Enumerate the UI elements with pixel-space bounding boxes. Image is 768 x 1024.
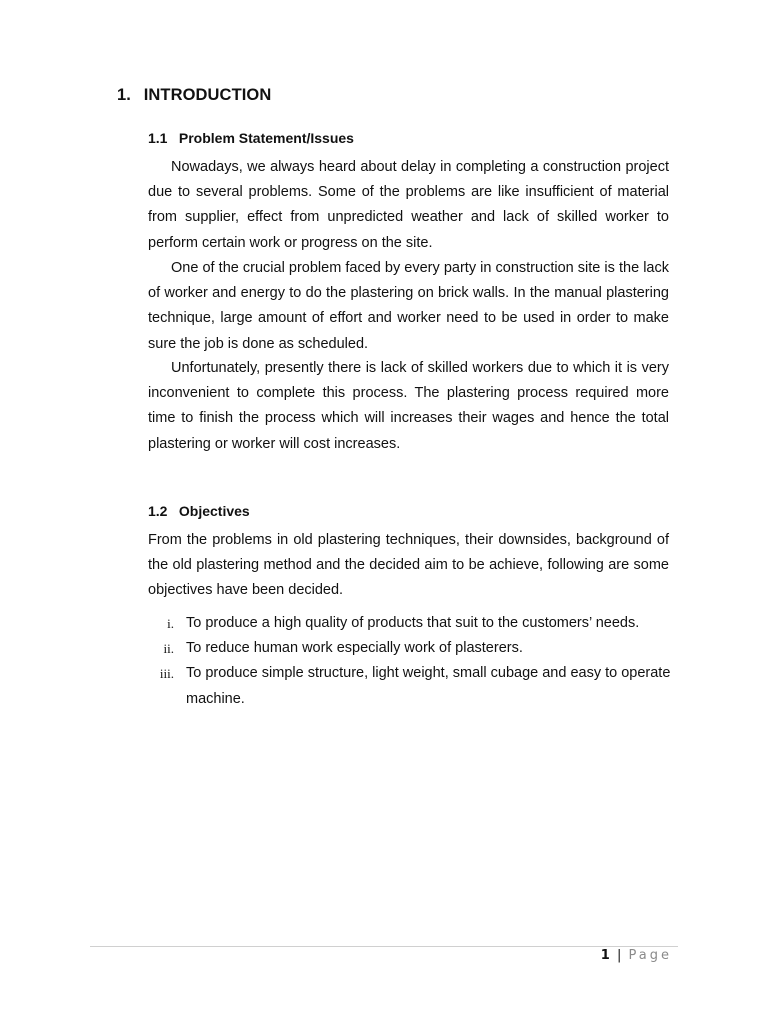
chapter-title: INTRODUCTION: [143, 86, 272, 104]
list-marker: ii.: [163, 641, 174, 657]
section-title: Objectives: [178, 503, 250, 519]
chapter-heading: [117, 86, 271, 105]
footer-divider: [90, 946, 678, 947]
list-marker: iii.: [159, 666, 174, 682]
chapter-number: 1.: [117, 86, 131, 104]
objectives-intro: From the problems in old plastering techniques, their downsides, background of the old plastering method and the decided aim to be achieve, following are some objectives have been decided.: [148, 532, 669, 599]
list-marker: i.: [167, 616, 174, 631]
list-item: [148, 636, 678, 661]
list-item-text: To produce a high quality of products that suit to the customers’ needs.: [186, 615, 640, 631]
list-item: [148, 661, 678, 711]
page-number: 1: [600, 948, 610, 963]
section-heading-problem-statement: [148, 130, 354, 146]
list-item-text: To produce simple structure, light weight, small cubage and easy to operate machine.: [186, 665, 671, 707]
footer-separator: |: [616, 948, 622, 963]
objectives-list: [148, 611, 678, 712]
page-footer: [601, 948, 672, 963]
section-title: Problem Statement/Issues: [178, 130, 354, 146]
paragraph: Nowadays, we always heard about delay in completing a construction project due to several problems. Some of the problems are like insufficient of material from supplier, effect from unpredicted weather and lack of skilled worker to perform certain work or progress on the site.: [148, 159, 669, 251]
list-item: [148, 611, 678, 636]
list-item-text: To reduce human work especially work of plasterers.: [186, 640, 523, 657]
paragraph: Unfortunately, presently there is lack of skilled workers due to which it is very inconvenient to complete this process. The plastering process required more time to finish the process which will increases their wages and hence the total plastering or worker will cost increases.: [148, 360, 669, 452]
section-number: 1.1: [148, 130, 168, 146]
paragraph: One of the crucial problem faced by every party in construction site is the lack of worker and energy to do the plastering on brick walls. In the manual plastering technique, large amount of effort and worker need to be used in order to make sure the job is done as scheduled.: [148, 260, 669, 352]
section-heading-objectives: [148, 503, 250, 519]
page-label: Page: [628, 948, 672, 963]
section-number: 1.2: [148, 503, 168, 519]
